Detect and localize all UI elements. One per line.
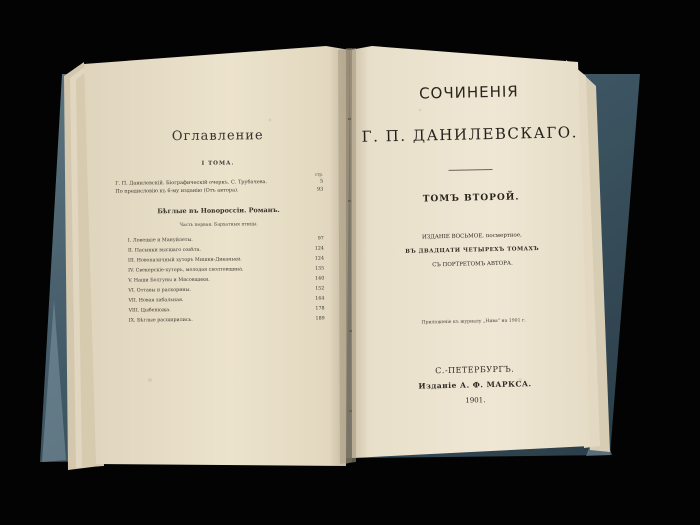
portrait-line: СЪ ПОРТРЕТОМЪ АВТОРА. [432,260,513,269]
toc-chapter-page: 124 [314,256,325,262]
toc-chapter-title: VII. Новая хабальная. [128,297,184,304]
toc-entry-page: 93 [316,186,324,193]
toc-chapter [128,266,324,276]
toc-chapter-page: 164 [315,296,325,302]
toc-chapter-title: IX. Бѣглые расширились. [128,317,193,324]
volume-title: ТОМЪ ВТОРОЙ. [422,192,520,205]
toc-chapter [128,296,324,306]
toc-chapter [128,286,324,296]
toc-chapter-page: 140 [315,276,325,282]
toc-entry-title: По предисловію къ 6-му изданію (Отъ автора). [115,187,239,195]
supplement-note: Приложеніе къ журналу „Нива“ на 1901 г. [421,318,526,326]
toc-chapter [128,256,324,266]
toc-chapter-title: IV. Свекерскіе-хуторъ, молодая сволтовщина. [128,267,244,274]
toc-entry-page: 5 [320,178,324,185]
toc-entry [115,186,323,196]
toc-chapter-page: 135 [314,266,325,272]
edition-volumes-line: ВЪ ДВАДЦАТИ ЧЕТЫРЕХЪ ТОМАХЪ [405,246,540,255]
toc-chapter-page: 124 [314,246,324,252]
toc-page-column-header: стр. [314,171,324,177]
toc-chapter [129,306,325,316]
toc-chapter [129,316,325,326]
toc-heading: Оглавление [171,128,264,145]
toc-volume-label: I ТОМА. [201,160,235,167]
toc-section-title: Бѣглые въ Новороссіи. Романъ. [157,205,280,216]
toc-part-title: Часть первая. Бархатныя птицы. [179,222,258,229]
toc-chapter-page: 178 [315,306,325,312]
toc-chapter [128,246,324,256]
title-divider [449,169,493,171]
toc-chapter-title: II. Пасынки высшаго совѣта. [127,247,201,254]
toc-chapter-title: I. Ловецкіе и Мануйлеты. [127,237,193,244]
publication-year: 1901. [465,396,486,405]
toc-entry-title: Г. П. Данилевскій. Біографическій очеркъ. С. Трубачева. [115,179,268,187]
toc-chapter-title: III. Новопазичный хуторъ Мишки-Диканьки. [128,257,242,264]
table-of-contents-page [86,63,352,466]
author-name: Г. П. ДАНИЛЕВСКАГО. [361,123,579,146]
toc-chapter [128,236,324,246]
publisher-line: Изданіе А. Ф. МАРКСА. [418,379,532,391]
works-title: СОЧИНЕНІЯ [418,82,519,103]
toc-chapter [128,276,324,286]
toc-chapter-title: VIII. Цыбенюжа. [128,308,171,314]
toc-chapter-page: 189 [315,316,325,322]
publication-place: С.-ПЕТЕРБУРГЪ. [435,364,515,376]
toc-chapter-title: V. Наши Болгуны и Мясовщики. [128,277,210,284]
toc-chapter-page: 152 [315,286,325,292]
edition-line: ИЗДАНІЕ ВОСЬМОЕ, посмертное, [421,232,522,241]
title-page [348,45,596,450]
toc-chapter-page: 97 [317,236,324,242]
toc-chapter-title: VI. Оттавы и раскорины. [128,287,191,294]
